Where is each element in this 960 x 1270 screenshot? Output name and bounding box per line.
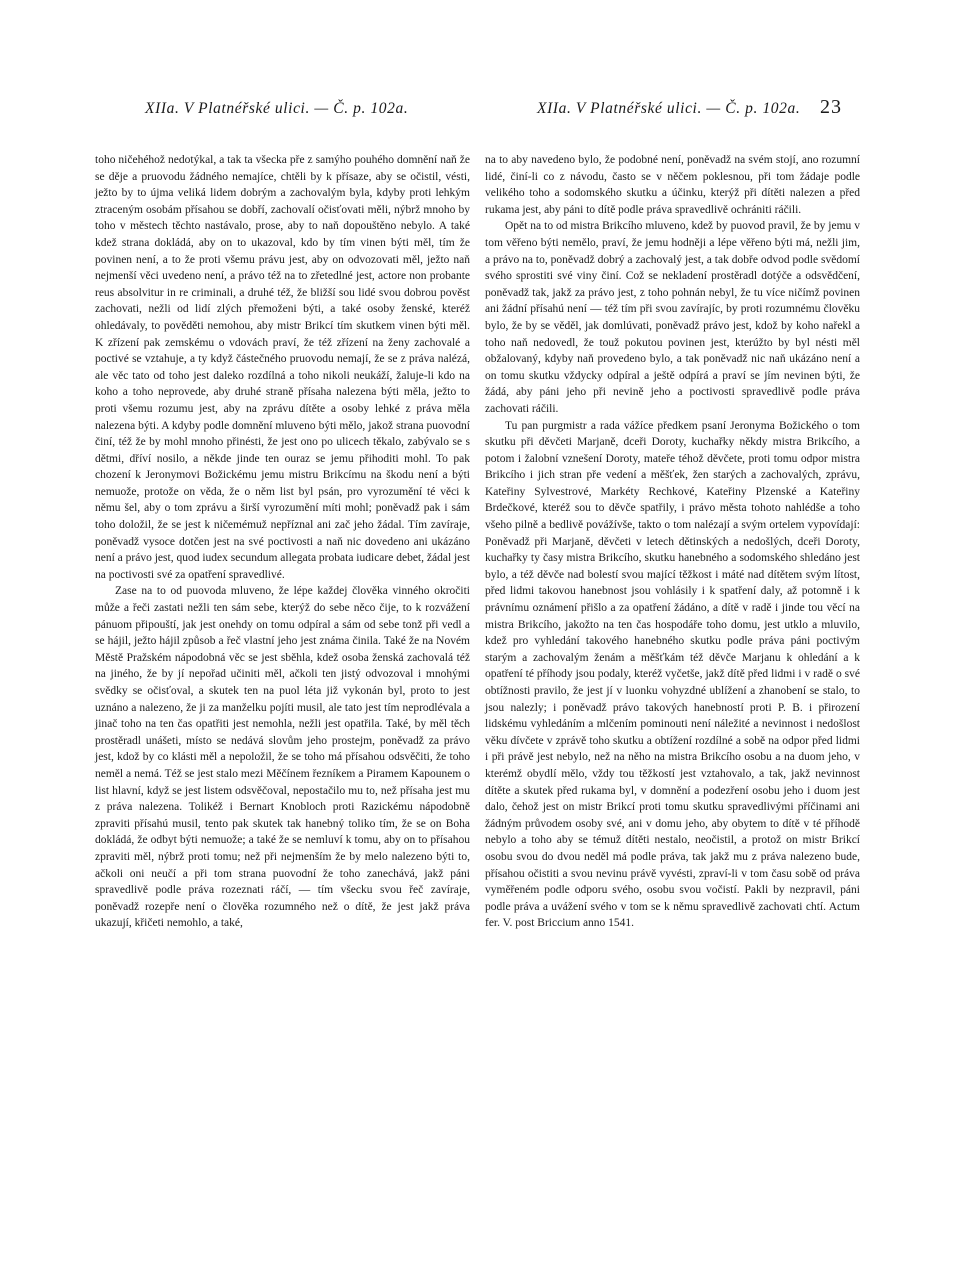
running-header (0, 96, 960, 126)
right-column (485, 152, 860, 932)
running-header-right: XIIa. V Platnéřské ulici. — Č. p. 102a. (537, 100, 801, 117)
paragraph: Zase na to od puovoda mluveno, že lépe každej člověka vinného okročiti může a řeči zastati nežli ten sám sebe, kterýž do sebe něco čije, to k rozvážení pánuom připouští, jak jest onehdy on tomu odpíral a sám od sebe tonž při vedl a se hájil, ježto hájil způsob a řeč vlastní jeho jest známa činila. Také že na Novém Městě Pražském nápodobná věc se jest sběhla, kdež osoba ženská zachovalá též na jiného, že by jí nepořad učiniti měl, ačkoli ten jistý odvozoval i mnohými svědky se očisťoval, a skutek ten na puol léta již vykonán byl, proto to jest uznáno a nalezeno, že ji za manželku pojíti musil, ale tato jest tím neprodlévala a jinač toho na ten čas opatřiti jest nemohla, nežli jest opatřila. Také, by měl těch prostěradl unášeti, místo se nedává slovům jeho prostejm, poněvadž za právo jest, kdož by co klásti měl a nepoložil, že se toho má přísahou odsvěčiti, že toho neměl a nemá. Též se jest stalo mezi Měčínem řezníkem a Piramem Kapounem o list hlavní, když se jest listem odsvěčoval, nepostačilo mu to, než přísaha jest mu z práva nalezena. Tolikéž i Bernart Knobloch proti Razickému nápodobně zpraviti přísahú musil, tento pak skutek tak hanebný toliko tím, že se on Boha dokládá, že odbyt býti nemuože; a také že se nemluví k tomu, aby on to přísahou zpraviti měl, nýbrž proti tomu; než při nejmenším že by melo nalezeno býti to, ačkoli oni neučí a při tom strana puovodní že toho zanechává, jakž páni spravedlivě podle práva rozeznati ráčí, — tím všecku svou řeč zavíraje, poněvadž rozepře není o člověka rozumného než o dítě, že jest jakž práva ukazují, křičeti nemohlo, a také, (95, 585, 470, 930)
paragraph: Opět na to od mistra Brikcího mluveno, kdež by puovod pravil, že by jemu v tom věřeno býti nemělo, praví, že jemu hodněji a lépe věřeno býti má, nežli jim, a právo na to, poněvadž dobrý a zachovalý jest, a tak dobře odvod podle svědomí svého sprostiti své viny činí. Což se nekladení prostěradl dotýče a odsvědčení, poněvadž tak, jakž za právo jest, z toho pohnán nebyl, že tu více ničímž povinen ani žádní přísahú není — též tím při svou zavírajíc, by proti rozumnému člověku bylo, že by se věděl, jak domlúvati, poněvadž právo jest, kdož by koho nařekl a toho naň nedovedl, že touž pokutou povinen jest, kterúžto by byl nésti měl obžalovaný, kdyby naň provedeno bylo, a tak poněvadž nic naň ukázáno není a on tomu skutku vždycky odpíral a ještě odpírá a praví se jím nevinen býti, že žádá, aby páni jeho při nevině jeho a poctivosti spravedlivě podle práva zachovati ráčili. (485, 220, 860, 415)
paragraph: toho ničehéhož nedotýkal, a tak ta všecka pře z samýho pouhého domnění naň že se děje a pruovodu žádného nemajíce, chtěli by k přísaze, aby se očistil, vésti, ježto by to újma veliká lidem dobrým a zachovalým byla, kdyby proti lehkým ztraceným osobám přísahou se dobří, zachovalí očisťovati měli, nýbrž mnoho by toho v městech těchto nastávalo, prose, aby to naň dopouštěno nebylo. A také kdež strana dokládá, aby on to ukazoval, kdo by tím vinen býti měl, tím že povinen není, a to že proti všemu právu jest, aby on odvozovati měl, ježto naň nejmenší věci uvedeno není, a právo též na to zřetedlné jest, actore non probante reus absolvitur in re criminali, a druhé též, že bližší sou lidé svou dobrou pověst zachovati, nežli od lidí zlých přemoženi býti, a také osoby ženské, kteréž ohledávaly, to pověděti nemohou, aby mistr Brikcí tím skutkem vinen býti měl. K zřízení pak zemskému o vdovách praví, že též zřízení na ženy zachovalé a poctivé se vztahuje, a ty když částečného pruovodu nemají, že se z práva nalézá, ale věc tato od toho jest daleko rozdílná a toho nikoli neukáží, žaluje-li kdo na koho a toho neprovede, aby druhé straně přísaha nalezena býti měla, ježto to proti všemu rozumu jest, aby na zprávu dítěte a osoby lehké z práva měla nalezena býti. A kdyby podle domnění mluveno býti mělo, jakož strana puovodní činí, též že by mohl mnoho přinésti, že jest ono po ulicech těkalo, zabývalo se s dětmi, dříví nosilo, a někde jinde ten ouraz se jemu přihoditi mohl. To pak chození k Jeronymovi Božickému jemu mistru Brikcímu na škodu není a býti nemuože, protože on věda, že o něm list byl psán, pro vyrozumění té věci k němu šel, aby o tom zprávu a širší vyrozumění míti mohl; poněvadž pak i sám toho doložil, že se jest k ničemémuž nepříznal ani zač jeho žádal. Tím zavíraje, poněvadž vysoce dotčen jest na své poctivosti a naň nic dovedeno ani ukázáno není a právo jest, quod iudex secundum allegata probata iudicare debet, žádal jest na poctivosti své za opatření spravedlivé. (95, 154, 470, 581)
running-header-left: XIIa. V Platnéřské ulici. — Č. p. 102a. (145, 100, 409, 117)
paragraph: na to aby navedeno bylo, že podobné není, poněvadž na svém stojí, ano rozumní lidé, činí-li co z návodu, často se v něčem poklesnou, při tom žádaje podle velikého toho a sodomského skutku a účinku, kterýž při dítěti nalezen a před rukama jest, aby páni to dítě podle práva spravedlivě ochrániti ráčili. (485, 154, 860, 216)
left-column (95, 152, 470, 932)
page-number: 23 (820, 96, 842, 118)
paragraph: Tu pan purgmistr a rada vážíce předkem psaní Jeronyma Božického o tom skutku při děvčeti Marjaně, dceři Doroty, kuchařky někdy mistra Brikcího, a potom i žalobní vznešení Doroty, mateře téhož děvčete, proti tomu odpor mistra Brikcího i jich stran pře vedení a měšťek, žen starých a zachovalých, zprávu, Kateřiny Sylvestrové, Markéty Rechkové, Kateřiny Plzenské a Kateřiny Brdečkové, kteréž sou to děvče spatřily, i právo města tohoto nahlédše a toho všeho pilně a bedlivě povážívše, takto o tom nalézají a svým ortelem vypovídají: Poněvadž při Marjaně, děvčeti v letech dětinských a nedošlých, dceři Doroty, kuchařky ty časy mistra Brikcího, skutku hanebného a sodomského shledáno jest bylo, a též děvče nad bolestí svou mající těžkost i máté nad dítětem svým lítost, před lidmi takovou hanebnost jsou vohlásily i k spatření daly, až potomně i k právnímu oznámení přišlo a za opatření žádáno, a dítě v radě i jinde tou věcí na mistra Brikcího, jakožto na ten čas hospodáře toho domu, jest utklo a mluvilo, kdež pro vyhledání takového hanebného skutku podle práva páni poctivým starým a zachovalým ženám a měšťkám též děvče Marjanu k ohledání a k opatření té příhody jsou podaly, kteréž vyčetše, jakž dítě před lidmi i v radě o své obtížnosti pravilo, že jest jí v luonku vohyzdné ublížení a zhanobení se stalo, to jsou nalezly; i poněvadž právo takových hanebností proti P. B. i přirození lidskému vyhledáním a mlčením pominouti není náležité a nevinnost i nedošlost věku dívčete v zprávě toho skutku a obtížení rozdílné a sobě na odpor před lidmi i při právě jest nebylo, než na něho na mistra Brikcího osobu a na duom jeho, v kterémž obydlí mělo, vždy tou těžkostí jest vztahovalo, a tak, jakž nevinnost dítěte a skutek před rukama byl, v domnění a podezření osobu jeho i duom jest dalo, čehož jest on mistr Brikcí proti tomu skutku spravedlivými příčinami ani žádným průvodem osoby své, ani v domu jeho, aby obytem to dítě v té příhodě nebylo a toho aby se témuž dítěti nestalo, neočistil, a protož on mistr Brikcí osobu svou do dvou neděl má podle práva, tak jakž mu z práva nalezeno bude, přísahou očistiti a svou nevinu právě vyvésti, zpraví-li v tom času sobě od práva vyměřeném podle odporu svého, osobu svou vočistí. Pakli by nezpravil, páni podle práva a uvážení svého v tom se k němu spravedlivě zachovati chtí. Actum fer. V. post Briccium anno 1541. (485, 419, 860, 930)
